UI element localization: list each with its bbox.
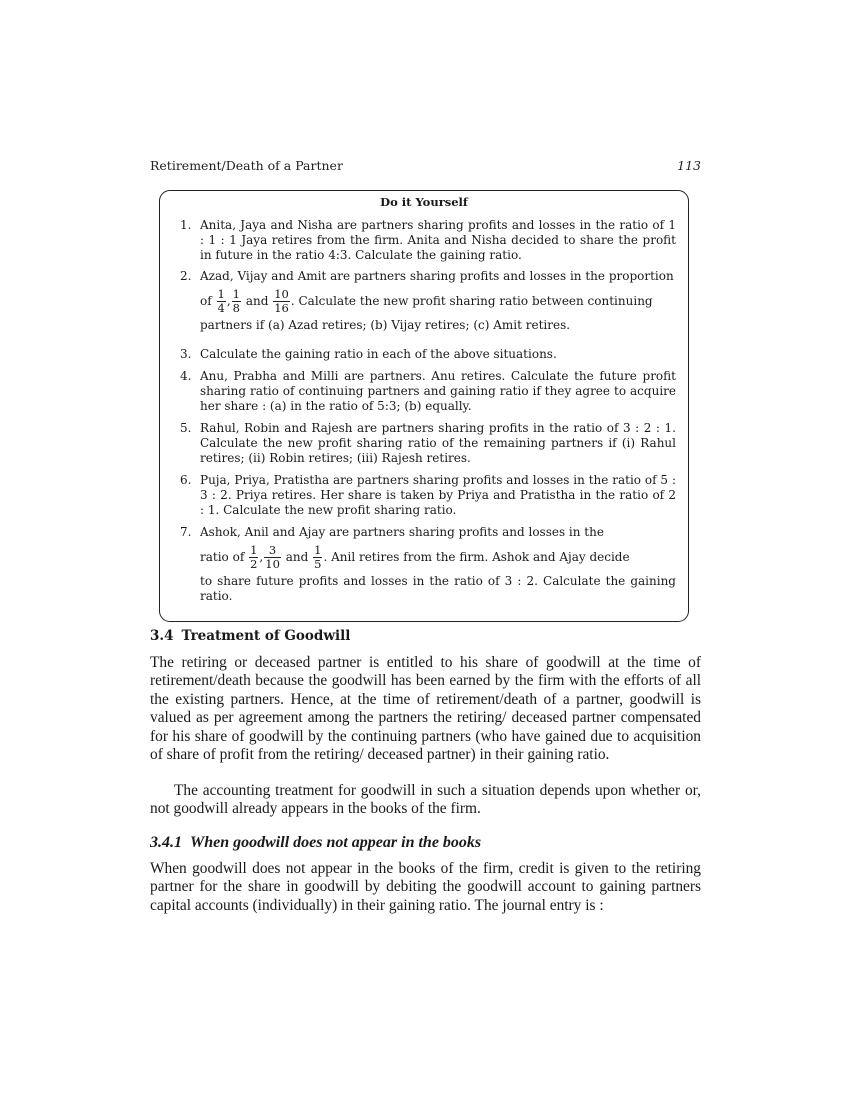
question-text: Anu, Prabha and Milli are partners. Anu retires. Calculate the future profit sharing ratio of continuing partners and gaining ratio if they agree to acquire her share : (a) in the ratio of 5:3; (b) equally. [200, 369, 676, 414]
fraction [273, 288, 290, 315]
question-number: 2. [180, 269, 192, 283]
question-text: Rahul, Robin and Rajesh are partners sharing profits in the ratio of 3 : 2 : 1. Calculate the new profit sharing ratio of the remaining partners if (i) Rahul retires; (ii) Robin retires; (iii) Rajesh retires. [200, 421, 676, 466]
question-3 [180, 347, 676, 362]
section-title: Treatment of Goodwill [181, 628, 351, 644]
question-text: Calculate the gaining ratio in each of the above situations. [200, 347, 557, 361]
running-title: Retirement/Death of a Partner [150, 158, 343, 173]
denominator: 8 [232, 301, 240, 316]
question-5 [180, 421, 676, 467]
numerator: 1 [217, 287, 225, 302]
question-text: . Calculate the new profit sharing ratio between continuing [290, 294, 653, 309]
subsection-heading [150, 834, 481, 852]
denominator: 2 [250, 557, 258, 572]
question-text: . Anil retires from the firm. Ashok and Ajay decide [323, 550, 630, 565]
denominator: 16 [274, 301, 289, 316]
numerator: 3 [264, 544, 281, 558]
denominator: 4 [217, 301, 225, 316]
fraction [232, 288, 241, 315]
question-2 [180, 269, 676, 333]
question-fraction-line: of $\frac{1}{4}$ , $\frac{1}{8}$ and $\frac{10}{16}$ . Calculate the new profit sharing ratio between continuing [200, 287, 653, 316]
numerator: 10 [274, 287, 289, 302]
subsection-number: 3.4.1 [150, 834, 182, 851]
question-6 [180, 473, 676, 519]
question-4 [180, 369, 676, 415]
numerator: 1 [232, 287, 240, 302]
question-text: Anita, Jaya and Nisha are partners sharing profits and losses in the ratio of 1 : 1 : 1 Jaya retires from the firm. Anita and Nisha decided to share the profit in future in the ratio 4:3. Calculate the gaining ratio. [200, 218, 676, 263]
question-text: Puja, Priya, Pratistha are partners sharing profits and losses in the ratio of 5 : 3 : 2. Priya retires. Her share is taken by Priya and Pratistha in the ratio of 2 : 1. Calculate the new profit sharing ratio. [200, 473, 676, 518]
numerator: 1 [314, 543, 322, 558]
question-1 [180, 218, 676, 264]
denominator: 5 [314, 557, 322, 572]
question-text: partners if (a) Azad retires; (b) Vijay retires; (c) Amit retires. [200, 318, 571, 333]
running-header [150, 158, 701, 173]
of-word: of [200, 294, 212, 309]
question-text: Azad, Vijay and Amit are partners sharing profits and losses in the proportion [200, 269, 674, 283]
ratio-of-words: ratio of [200, 550, 245, 565]
question-text: Ashok, Anil and Ajay are partners sharing profits and losses in the [200, 525, 604, 539]
section-number: 3.4 [150, 628, 174, 644]
denominator: 10 [265, 557, 280, 572]
question-number: 5. [180, 421, 192, 435]
section-paragraph-2: The accounting treatment for goodwill in such a situation depends upon whether or, not goodwill already appears in the books of the firm. [150, 782, 701, 818]
question-number: 3. [180, 347, 192, 361]
question-number: 7. [180, 525, 192, 539]
fraction [264, 544, 281, 571]
fraction [249, 544, 258, 571]
and-word: and [245, 294, 269, 309]
subsection-title: When goodwill does not appear in the books [190, 834, 482, 851]
question-text: to share future profits and losses in the ratio of 3 : 2. Calculate the gaining ratio. [200, 574, 676, 604]
question-7 [180, 525, 676, 605]
question-number: 4. [180, 369, 192, 383]
numerator: 1 [250, 543, 258, 558]
and-word: and [285, 550, 309, 565]
question-number: 6. [180, 473, 192, 487]
fraction [217, 288, 226, 315]
question-number: 1. [180, 218, 192, 232]
page-number: 113 [677, 158, 701, 173]
section-paragraph-1: The retiring or deceased partner is entitled to his share of goodwill at the time of retirement/death because the goodwill has been earned by the firm with the efforts of all the existing partners. Hence, at the time of retirement/death of a partner, goodwill is valued as per agreement among the partners the retiring/ deceased partner compensated for his share of goodwill by the continuing partners (who have gained due to acquisition of share of profit from the retiring/ deceased partner) in their gaining ratio. [150, 654, 701, 764]
do-it-yourself-box [159, 190, 689, 622]
question-fraction-line: ratio of $\frac{1}{2}$ , $\frac{3}{10}$ and $\frac{1}{5}$ . Anil retires from the firm. Ashok and Ajay decide [200, 543, 630, 572]
box-title: Do it Yourself [380, 195, 468, 209]
fraction [313, 544, 322, 571]
section-heading [150, 628, 350, 644]
subsection-paragraph: When goodwill does not appear in the books of the firm, credit is given to the retiring partner for the share in goodwill by debiting the goodwill account to gaining partners capital accounts (individually) in their gaining ratio. The journal entry is : [150, 860, 701, 914]
